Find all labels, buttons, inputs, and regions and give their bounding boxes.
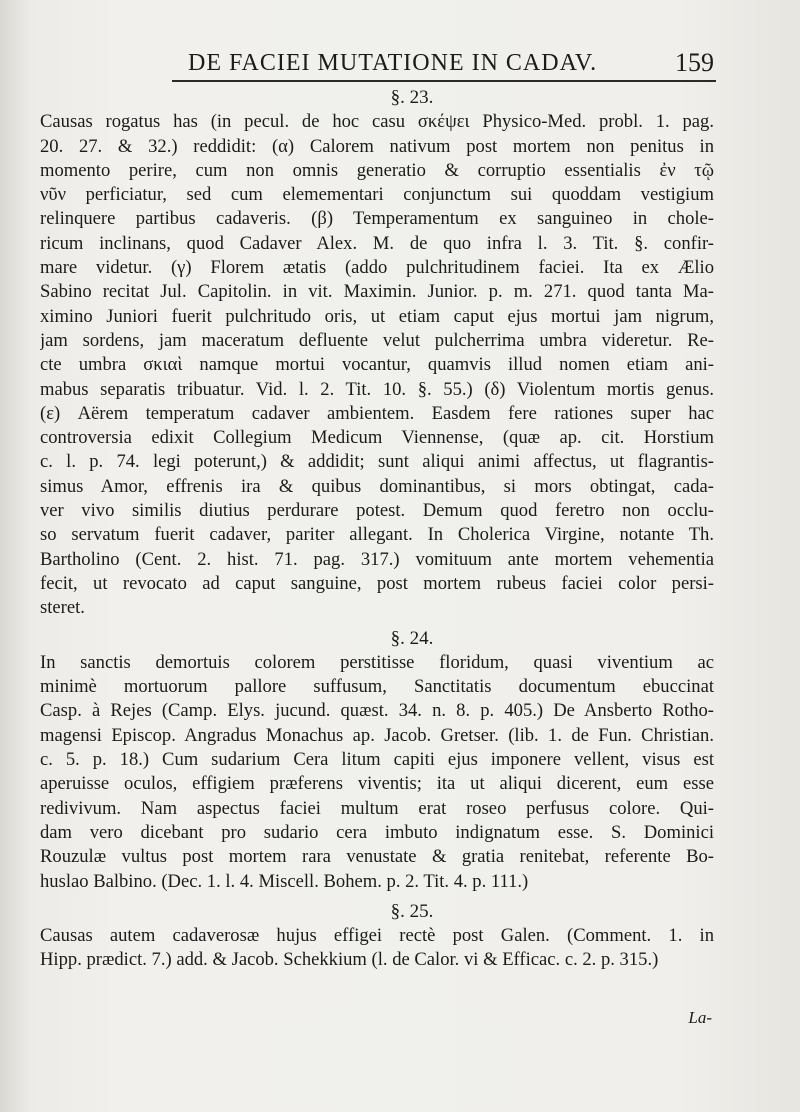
text-line: mabus separatis tribuatur. Vid. l. 2. Tit. 10. §. 55.) (δ) Violentum mortis genus.: [40, 378, 714, 400]
section-heading: §. 24.: [390, 627, 434, 649]
text-line: Casp. à Rejes (Camp. Elys. jucund. quæst. 34. n. 8. p. 405.) De Ansberto Rotho-: [40, 700, 714, 722]
text-line: ximino Juniori fuerit pulchritudo oris, ut etiam caput ejus mortui jam nigrum,: [40, 305, 714, 327]
catchword: La-: [688, 1008, 712, 1027]
text-line: c. l. p. 74. legi poterunt,) & addidit; sunt aliqui animi affectus, ut flagrantis-: [40, 451, 714, 473]
text-line: minimè mortuorum pallore suffusum, Sanctitatis documentum ebuccinat: [40, 676, 714, 698]
page-body: [40, 86, 714, 979]
header-rule: [172, 80, 716, 82]
text-line: Hipp. prædict. 7.) add. & Jacob. Schekkium (l. de Calor. vi & Efficac. c. 2. p. 315.): [40, 949, 659, 971]
text-line: Sabino recitat Jul. Capitolin. in vit. Maximin. Junior. p. m. 271. quod tanta Ma-: [40, 281, 714, 303]
text-line: controversia edixit Collegium Medicum Viennense, (quæ ap. cit. Horstium: [40, 427, 714, 449]
text-line: huslao Balbino. (Dec. 1. l. 4. Miscell. Bohem. p. 2. Tit. 4. p. 111.): [40, 870, 529, 892]
text-line: νῦν perficiatur, sed cum elemementari conjunctum sui quoddam vestigium: [40, 184, 714, 206]
text-line: ver vivo similis diutius perdurare potest. Demum quod feretro non occlu-: [40, 500, 714, 522]
text-line: Causas rogatus has (in pecul. de hoc casu σκέψει Physico-Med. probl. 1. pag.: [40, 111, 714, 133]
text-line: jam sordens, jam maceratum defluente velut pulcherrima umbra videretur. Re-: [40, 329, 714, 351]
text-line: (ε) Aërem temperatum cadaver ambientem. Easdem fere rationes super hac: [40, 402, 714, 424]
text-line: simus Amor, effrenis ira & quibus dominantibus, si mors obtingat, cada-: [40, 475, 714, 497]
text-line: aperuisse oculos, effigiem præferens viventis; ita ut aliqui dicerent, eum esse: [40, 773, 714, 795]
text-line: cte umbra σκιαὶ namque mortui vocantur, quamvis illud nomen etiam ani-: [40, 354, 714, 376]
running-head: DE FACIEI MUTATIONE IN CADAV.: [188, 50, 598, 76]
text-line: steret.: [40, 597, 85, 619]
section-heading: §. 23.: [390, 87, 434, 108]
section-heading: §. 25.: [390, 900, 434, 922]
text-line: ricum inclinans, quod Cadaver Alex. M. de quo infra l. 3. Tit. §. confir-: [40, 232, 714, 254]
text-line: momento perire, cum non omnis generatio & corruptio essentialis ἐν τῷ: [40, 159, 714, 181]
page-number: 159: [675, 48, 714, 77]
text-line: Causas autem cadaverosæ hujus effigei rectè post Galen. (Comment. 1. in: [40, 925, 714, 947]
text-line: magensi Episcop. Angradus Monachus ap. Jacob. Gretser. (lib. 1. de Fun. Christian.: [40, 724, 714, 746]
text-line: In sanctis demortuis colorem perstitisse floridum, quasi viventium ac: [40, 651, 714, 673]
text-line: relinquere partibus cadaveris. (β) Temperamentum ex sanguineo in chole-: [40, 208, 714, 230]
page-header: [168, 46, 714, 80]
text-line: 20. 27. & 32.) reddidit: (α) Calorem nativum post mortem non penitus in: [40, 135, 714, 157]
text-line: c. 5. p. 18.) Cum sudarium Cera litum capiti ejus imponere vellent, visus est: [40, 749, 714, 771]
text-line: mare videtur. (γ) Florem ætatis (addo pulchritudinem faciei. Ita ex Ælio: [40, 257, 714, 279]
text-line: redivivum. Nam aspectus faciei multum erat roseo perfusus colore. Qui-: [40, 797, 714, 819]
text-line: Bartholino (Cent. 2. hist. 71. pag. 317.) vomituum ante mortem vehementia: [40, 548, 714, 570]
text-line: fecit, ut revocato ad caput sanguine, post mortem rubeus faciei color persi-: [40, 572, 714, 594]
text-line: dam vero dicebant pro sudario cera imbuto indignatum esse. S. Dominici: [40, 821, 714, 843]
text-line: Rouzulæ vultus post mortem rara venustate & gratia renitebat, referente Bo-: [40, 846, 714, 868]
text-line: so servatum fuerit cadaver, pariter allegant. In Cholerica Virgine, notante Th.: [40, 524, 714, 546]
